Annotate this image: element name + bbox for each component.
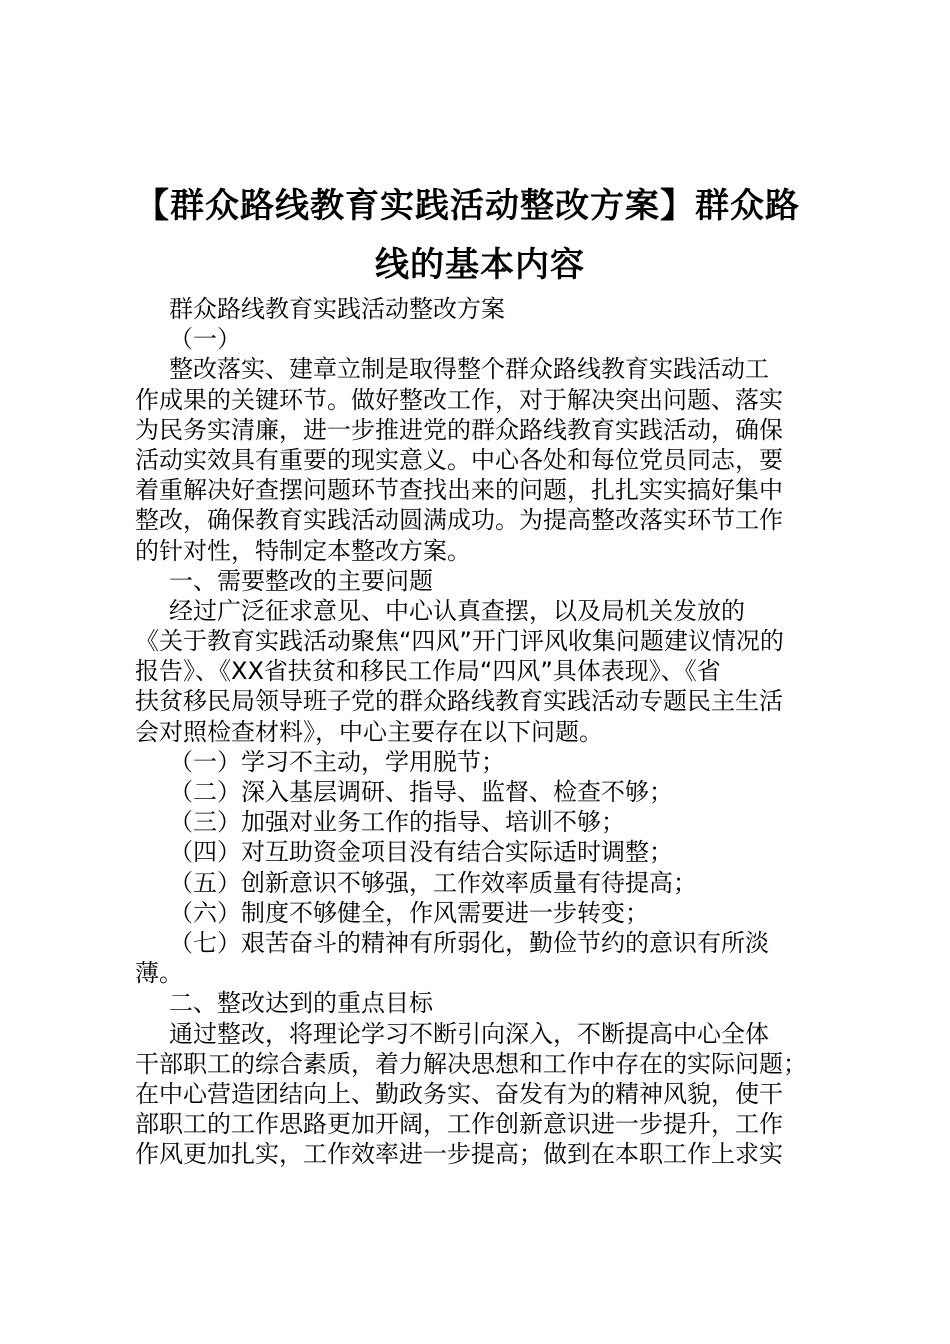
- list-item: （七）艰苦奋斗的精神有所弱化，勤俭节约的意识有所淡: [169, 928, 769, 957]
- text-line: 群众路线教育实践活动整改方案: [169, 295, 505, 323]
- text-line: 薄。: [135, 959, 183, 988]
- text-line: 部职工的工作思路更加开阔，工作创新意识进一步提升，工作: [135, 1110, 783, 1139]
- text-line: 作风更加扎实，工作效率进一步提高；做到在本职工作上求实: [135, 1140, 783, 1169]
- text-line: 报告》、《XX省扶贫和移民工作局“四风”具体表现》、《省: [135, 657, 721, 686]
- text-line: 在中心营造团结向上、勤政务实、奋发有为的精神风貌，使干: [135, 1079, 783, 1108]
- text-line: 整改，确保教育实践活动圆满成功。为提高整改落实环节工作: [135, 506, 783, 535]
- list-item: （一）学习不主动，学用脱节；: [169, 747, 505, 776]
- list-item: （二）深入基层调研、指导、监督、检查不够；: [169, 778, 673, 806]
- document-body: [135, 294, 835, 1169]
- list-item: （五）创新意识不够强，工作效率质量有待提高；: [169, 868, 697, 897]
- section-heading: 二、整改达到的重点目标: [169, 989, 433, 1018]
- text-line: （一）: [169, 325, 241, 354]
- text-line: 为民务实清廉，进一步推进党的群众路线教育实践活动，确保: [135, 415, 783, 444]
- list-item: （三）加强对业务工作的指导、培训不够；: [169, 808, 625, 837]
- list-item: （四）对互助资金项目没有结合实际适时调整；: [169, 838, 673, 867]
- text-line: 会对照检查材料》，中心主要存在以下问题。: [135, 717, 603, 746]
- list-item: （六）制度不够健全，作风需要进一步转变；: [169, 898, 649, 927]
- text-line: 经过广泛征求意见、中心认真查摆，以及局机关发放的: [169, 596, 745, 625]
- document-title-line-2: 线的基本内容: [375, 245, 585, 285]
- text-line: 活动实效具有重要的现实意义。中心各处和每位党员同志，要: [135, 445, 783, 474]
- text-line: 《关于教育实践活动聚焦“四风”开门评风收集问题建议情况的: [135, 627, 784, 656]
- text-line: 通过整改，将理论学习不断引向深入，不断提高中心全体: [169, 1019, 769, 1048]
- section-heading: 一、需要整改的主要问题: [169, 566, 433, 595]
- text-line: 扶贫移民局领导班子党的群众路线教育实践活动专题民主生活: [135, 687, 783, 716]
- text-line: 的针对性，特制定本整改方案。: [135, 536, 471, 565]
- text-line: 干部职工的综合素质，着力解决思想和工作中存在的实际问题；: [135, 1049, 807, 1078]
- document-title-line-1: 【群众路线教育实践活动整改方案】群众路: [135, 186, 800, 226]
- text-line: 着重解决好查摆问题环节查找出来的问题，扎扎实实搞好集中: [135, 476, 783, 505]
- text-line: 作成果的关键环节。做好整改工作，对于解决突出问题、落实: [135, 385, 783, 414]
- text-line: 整改落实、建章立制是取得整个群众路线教育实践活动工: [169, 355, 769, 384]
